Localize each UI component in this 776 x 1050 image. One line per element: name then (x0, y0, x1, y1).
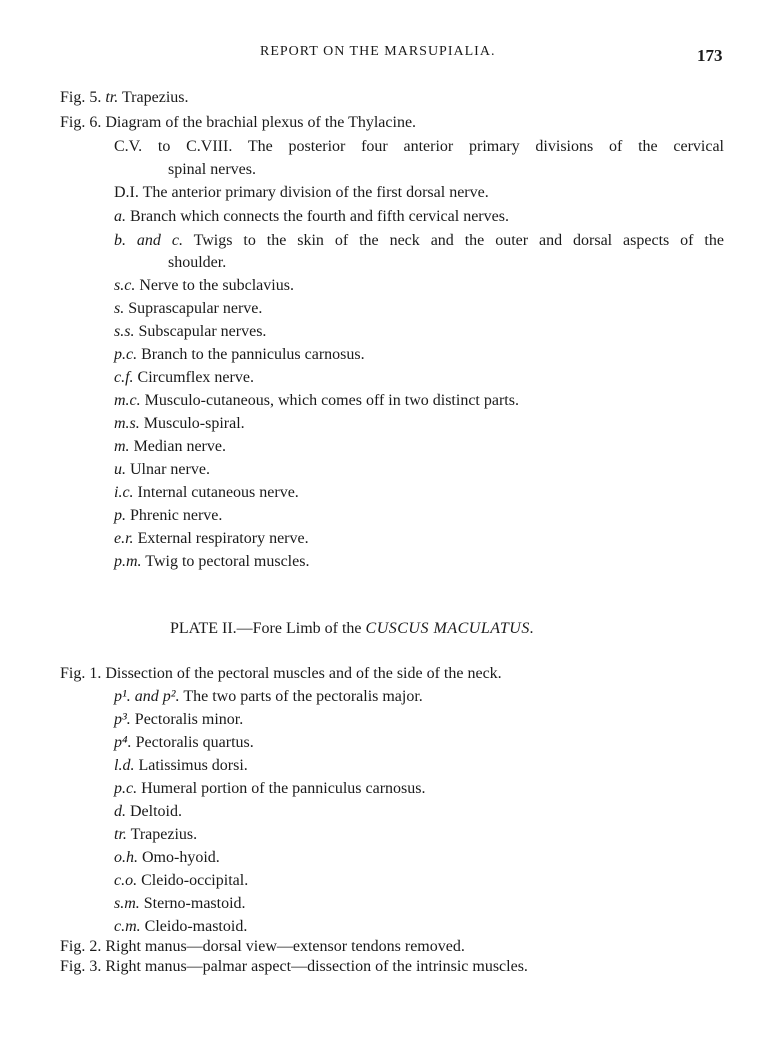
description: Right manus—dorsal view—extensor tendons removed. (105, 938, 465, 955)
legend-item (114, 299, 262, 319)
fig-number: Fig. 1. (60, 665, 102, 682)
description: Deltoid. (130, 803, 182, 820)
abbreviation: C.V. to C.VIII. (114, 138, 233, 155)
description: Median nerve. (133, 438, 226, 455)
legend-item (114, 552, 309, 572)
abbreviation: p.c. (114, 780, 138, 797)
page-number: 173 (697, 46, 723, 65)
legend-item (114, 437, 226, 457)
legend-item (114, 687, 423, 707)
legend-item (114, 276, 294, 296)
legend-item (114, 917, 247, 937)
fig6-entry (60, 113, 416, 133)
legend-item (114, 207, 509, 227)
abbreviation: p.m. (114, 553, 142, 570)
fig3-entry (60, 957, 528, 977)
abbreviation: m.s. (114, 415, 140, 432)
description: External respiratory nerve. (137, 530, 309, 547)
abbreviation: s.m. (114, 895, 140, 912)
legend-item (114, 710, 243, 730)
abbreviation: a. (114, 208, 126, 225)
legend-item (114, 825, 197, 845)
description: Diagram of the brachial plexus of the Thylacine. (105, 114, 417, 131)
abbreviation: s.s. (114, 323, 135, 340)
description: Musculo-cutaneous, which comes off in two distinct parts. (144, 392, 519, 409)
plate-heading-prefix: PLATE II.—Fore Limb of the (170, 620, 362, 637)
abbreviation: c.m. (114, 918, 141, 935)
abbreviation: tr. (105, 89, 119, 106)
description: Pectoralis minor. (134, 711, 244, 728)
description: Suprascapular nerve. (128, 300, 263, 317)
legend-item (114, 894, 246, 914)
description: Right manus—palmar aspect—dissection of the intrinsic muscles. (105, 958, 528, 975)
description: Pectoralis quartus. (135, 734, 254, 751)
description: The posterior four anterior primary divisions of the cervical (247, 138, 725, 155)
abbreviation: m.c. (114, 392, 141, 409)
abbreviation: s.c. (114, 277, 136, 294)
description: Musculo-spiral. (143, 415, 245, 432)
fig-number: Fig. 2. (60, 938, 102, 955)
fig-number: Fig. 6. (60, 114, 102, 131)
legend-item (114, 483, 299, 503)
description: Phrenic nerve. (130, 507, 223, 524)
description: Nerve to the subclavius. (139, 277, 294, 294)
abbreviation: e.r. (114, 530, 134, 547)
description: Latissimus dorsi. (138, 757, 248, 774)
legend-item (114, 802, 182, 822)
legend-item (114, 345, 365, 365)
fig1-entry (60, 664, 502, 684)
abbreviation: u. (114, 461, 126, 478)
description: Circumflex nerve. (137, 369, 254, 386)
description: Internal cutaneous nerve. (137, 484, 299, 501)
fig2-entry (60, 937, 465, 957)
legend-item (114, 848, 220, 868)
description: Trapezius. (130, 826, 198, 843)
legend-item (114, 779, 425, 799)
abbreviation: p³. (114, 711, 131, 728)
plate-heading (170, 620, 534, 638)
abbreviation: m. (114, 438, 130, 455)
description: The two parts of the pectoralis major. (183, 688, 423, 705)
legend-item (114, 391, 519, 411)
legend-item (114, 506, 222, 526)
legend-item-continuation: spinal nerves. (168, 161, 256, 178)
fig-number: Fig. 5. (60, 89, 102, 106)
abbreviation: p.c. (114, 346, 138, 363)
description: Trapezius. (121, 89, 189, 106)
legend-item (114, 322, 266, 342)
legend-item (114, 733, 254, 753)
description: Twigs to the skin of the neck and the outer and dorsal aspects of the (193, 232, 724, 249)
legend-item (114, 871, 248, 891)
legend-item (114, 529, 309, 549)
abbreviation: b. and c. (114, 232, 183, 249)
abbreviation: p. (114, 507, 126, 524)
legend-item (114, 756, 248, 776)
abbreviation: tr. (114, 826, 127, 843)
legend-item (114, 137, 724, 157)
description: Subscapular nerves. (138, 323, 267, 340)
legend-item (114, 460, 210, 480)
legend-item (114, 414, 245, 434)
description: Cleido-occipital. (141, 872, 249, 889)
description: Cleido-mastoid. (144, 918, 248, 935)
description: Branch which connects the fourth and fifth cervical nerves. (130, 208, 509, 225)
abbreviation: p¹. and p². (114, 688, 180, 705)
abbreviation: c.o. (114, 872, 138, 889)
legend-item-continuation: shoulder. (168, 254, 227, 271)
description: Twig to pectoral muscles. (145, 553, 310, 570)
legend-item (114, 231, 724, 251)
abbreviation: o.h. (114, 849, 138, 866)
abbreviation: i.c. (114, 484, 134, 501)
description: Humeral portion of the panniculus carnosus. (141, 780, 426, 797)
description: Omo-hyoid. (142, 849, 220, 866)
description: Sterno-mastoid. (143, 895, 246, 912)
abbreviation: c.f. (114, 369, 134, 386)
plate-heading-species: CUSCUS MACULATUS. (365, 620, 535, 637)
abbreviation: d. (114, 803, 126, 820)
description: Dissection of the pectoral muscles and of the side of the neck. (105, 665, 502, 682)
abbreviation: l.d. (114, 757, 135, 774)
abbreviation: s. (114, 300, 125, 317)
running-header: REPORT ON THE MARSUPIALIA. (260, 44, 496, 59)
description: Ulnar nerve. (130, 461, 210, 478)
fig-number: Fig. 3. (60, 958, 102, 975)
abbreviation: D.I. (114, 184, 139, 201)
legend-item (114, 368, 254, 388)
description: Branch to the panniculus carnosus. (141, 346, 365, 363)
legend-item (114, 183, 489, 203)
fig5-entry (60, 88, 188, 108)
description: The anterior primary division of the first dorsal nerve. (142, 184, 489, 201)
abbreviation: p⁴. (114, 734, 132, 751)
